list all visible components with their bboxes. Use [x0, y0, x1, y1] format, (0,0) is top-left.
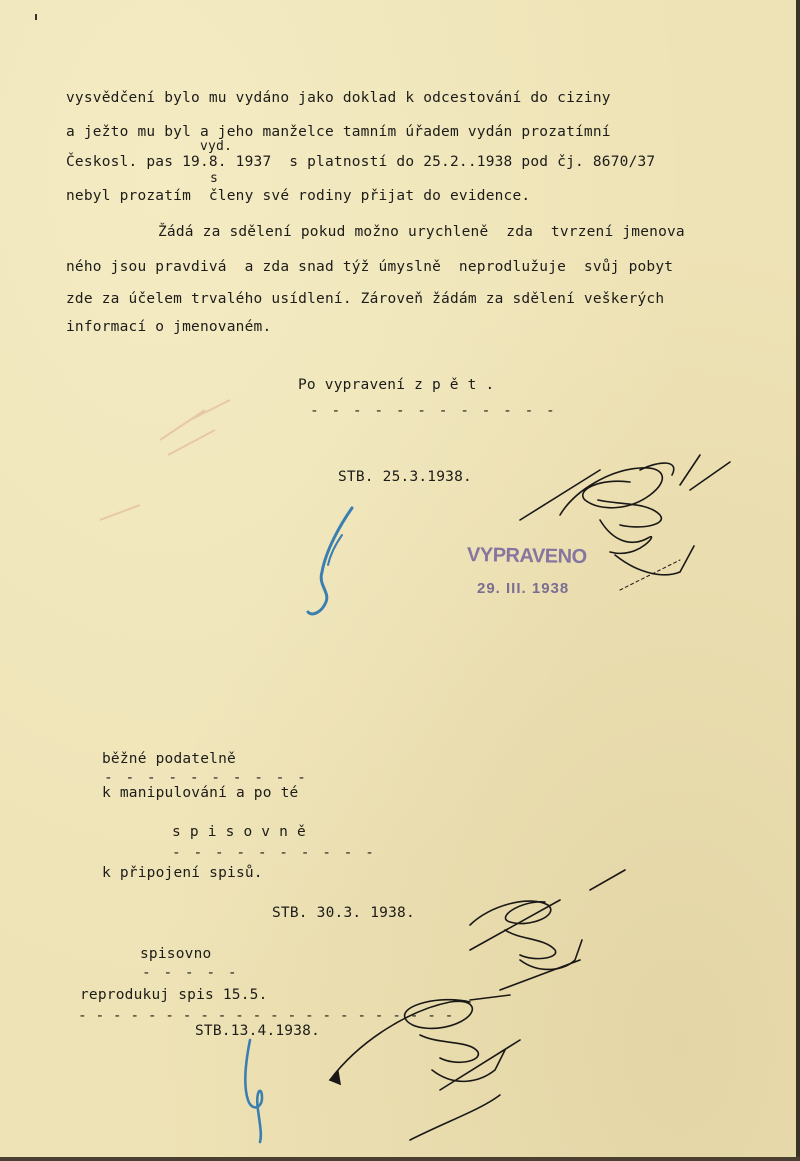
routing-manipulate: k manipulování a po té	[102, 785, 299, 801]
body-line-7: zde za účelem trvalého usídlení. Zároveň žádám za sdělení veškerých	[66, 291, 665, 307]
body-line-6: ného jsou pravdivá a zda snad týž úmyslně neprodlužuje svůj pobyt	[66, 259, 674, 275]
vypraveno-stamp: VYPRAVENO	[466, 543, 587, 569]
body-insert-s: s	[210, 171, 219, 186]
body-line-2: a ježto mu byl a jeho manželce tamním úřadem vydán prozatímní	[66, 124, 611, 140]
date-1: STB. 25.3.1938.	[338, 469, 472, 485]
routing-registry: běžné podatelně	[102, 751, 236, 767]
signature-2	[470, 870, 625, 990]
date-2: STB. 30.3. 1938.	[272, 905, 415, 921]
body-insert-vyd: vyd.	[200, 139, 233, 154]
scan-edge-bottom	[0, 1157, 800, 1161]
body-line-3: Českosl. pas 19.8. 1937 s platností do 25.2..1938 pod čj. 8670/37	[66, 154, 656, 170]
blue-pencil-mark-2	[245, 1040, 262, 1142]
dash-line-4: - - - - -	[142, 965, 239, 981]
routing-attach: k připojení spisů.	[102, 865, 263, 881]
routing-archive: s p i s o v n ě	[172, 824, 306, 840]
signature-1	[520, 455, 730, 590]
blue-pencil-mark-1	[308, 508, 352, 614]
body-line-4: nebyl prozatím členy své rodiny přijat do evidence.	[66, 188, 531, 204]
body-line-5: Žádá za sdělení pokud možno urychleně zda tvrzení jmenova	[158, 224, 685, 240]
routing-reproduce: reprodukuj spis 15.5.	[80, 987, 268, 1003]
dash-line-2: - - - - - - - - - -	[104, 770, 308, 786]
body-line-1: vysvědčení bylo mu vydáno jako doklad k odcestování do ciziny	[66, 90, 611, 106]
faint-stamp-trace	[100, 400, 230, 520]
dash-line-1: - - - - - - - - - - - -	[310, 403, 557, 419]
dash-line-3: - - - - - - - - - -	[172, 845, 376, 861]
date-3: STB.13.4.1938.	[195, 1023, 321, 1039]
vypraveno-stamp-date: 29. III. 1938	[477, 580, 570, 597]
scan-edge-right	[796, 0, 800, 1161]
routing-archive2: spisovno	[140, 946, 212, 962]
dash-line-5: - - - - - - - - - - - - - - - - - - - - - -	[78, 1008, 454, 1024]
body-line-8: informací o jmenovaném.	[66, 319, 272, 335]
return-instruction: Po vypravení z p ě t .	[298, 377, 495, 393]
